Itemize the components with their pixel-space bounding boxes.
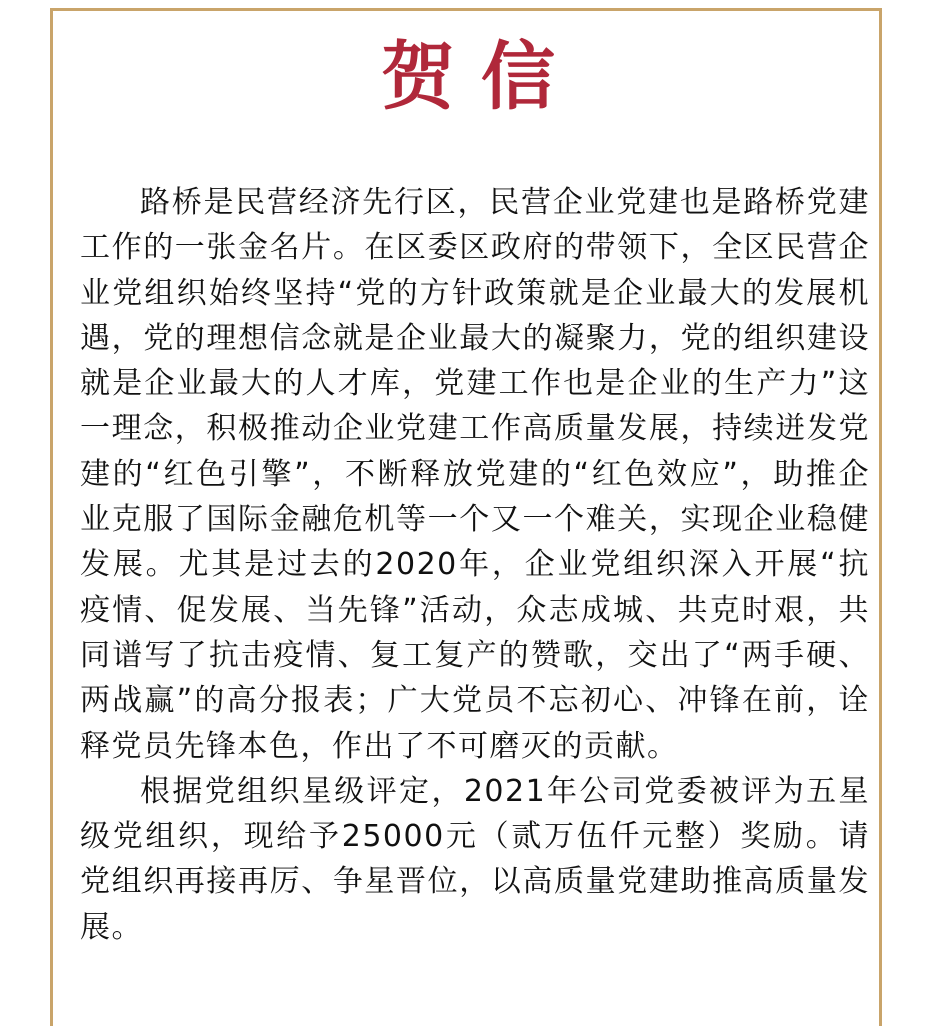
letter-title: 贺信	[381, 34, 581, 120]
paragraph-1: 路桥是民营经济先行区，民营企业党建也是路桥党建工作的一张金名片。在区委区政府的带领下，全区民营企业党组织始终坚持“党的方针政策就是企业最大的发展机遇，党的理想信念就是企业最大的凝聚力，党的组织建设就是企业最大的人才库，党建工作也是企业的生产力”这一理念，积极推动企业党建工作高质量发展，持续迸发党建的“红色引擎”，不断释放党建的“红色效应”，助推企业克服了国际金融危机等一个又一个难关，实现企业稳健发展。尤其是过去的2020年，企业党组织深入开展“抗疫情、促发展、当先锋”活动，众志成城、共克时艰，共同谱写了抗击疫情、复工复产的赞歌，交出了“两手硬、两战赢”的高分报表；广大党员不忘初心、冲锋在前，诠释党员先锋本色，作出了不可磨灭的贡献。	[80, 185, 870, 764]
letter-body	[80, 180, 870, 950]
paragraph-2: 根据党组织星级评定，2021年公司党委被评为五星级党组织，现给予25000元（贰万伍仟元整）奖励。请党组织再接再厉、争星晋位，以高质量党建助推高质量发展。	[80, 773, 870, 945]
